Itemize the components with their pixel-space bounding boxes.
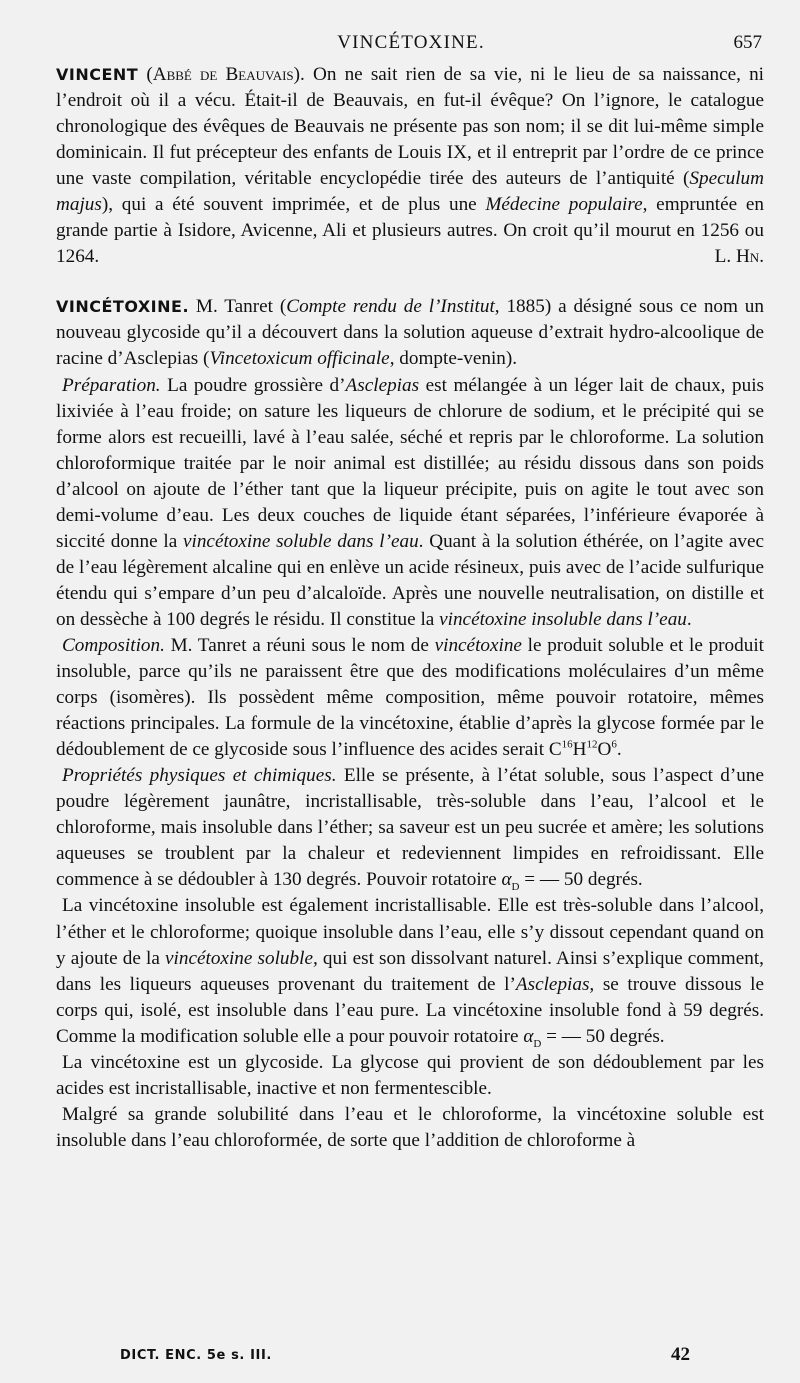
entry-text: se trouve dissous le corps qui, isolé, est insoluble dans l’eau pure. La vincétoxine insoluble fond à 59 degrés. Comme la modification soluble elle a pour pouvoir rotatoire [56,973,764,1047]
sheet-number: 42 [671,1344,690,1365]
entry-text: , empruntée en grande partie à Isidore, Avicenne, Ali et plusieurs autres. On croit qu’il mourut en 1256 ou 1264. [56,194,764,268]
entry-text: Elle se présente, à l’état soluble, sous l’aspect d’une poudre légèrement jaunâtre, incristallisable, très-soluble dans l’eau, l’alcool et le chloroforme, mais insoluble dans l’éther; sa saveur est un peu sucrée et amère; les solutions aqueuses se troublent par la chaleur et redeviennent limpides en refroidissant. Elle commence à se dédoubler à 130 degrés. Pouvoir rotatoire [56,765,764,891]
italic-term: Asclepias, [515,973,595,995]
entry-vincent [56,62,764,270]
italic-title: Compte rendu de l’Institut [286,296,495,318]
entry-text: . [616,739,622,761]
entry-vincetoxine [56,294,764,1154]
italic-title: Médecine populaire [485,194,643,216]
entry-text: On ne sait rien de sa vie, ni le lieu de sa naissance, ni l’endroit où il a vécu. Était-il de Beauvais, en fut-il évêque? On l’ignore, le catalogue chronologique des évêques de Beauvais ne présente pas son nom; il se dit lui-même simple dominicain. Il fut précepteur des enfants de Louis IX, et il entreprit par l’ordre de ce prince une vaste compilation, véritable encyclopédie tirée des auteurs de l’antiquité ( [56,64,764,190]
entry-text: M. Tanret a réuni sous le nom de [164,634,435,656]
entry-text: , 1885) a désigné sous ce nom un nouveau glycoside qu’il a découvert dans la solution aqueuse d’extrait hydro-alcoolique de racine d’Asclepias ( [56,296,764,370]
headword: VINCENT [56,65,139,84]
section-label: Composition. [62,634,165,656]
entry-text: le produit soluble et le produit insoluble, parce qu’ils ne paraissent être que des modifications moléculaires d’un même corps (isomères). Ils possèdent même composition, même pouvoir rotatoire, mêmes réactions principales. La formule de la vincétoxine, établie d’après la glycose formée par le dédoublement de ce glycoside sous l’influence des acides serait C [56,634,764,761]
italic-term: vincétoxine soluble, [165,947,318,969]
headword-qualifier: (Abbé de Beauvais). [146,64,305,85]
entry-text: . Quant à la solution éthérée, on l’agite avec de l’eau légèrement alcaline qui en enlève un acide résineux, puis avec de l’acide sulfurique étendu qui s’empare d’un peu d’alcaloïde. Après une nouvelle neutralisation, on distille et on dessèche à 100 degrés le résidu. Il constitue la [56,530,765,630]
entry-text: M. Tanret ( [195,296,287,318]
entry-text: ), qui a été souvent imprimée, et de plus une [101,194,486,216]
paragraph-glycoside: La vincétoxine est un glycoside. La glycose qui provient de son dédoublement par les acides est incristallisable, inactive et non fermentescible. [56,1051,764,1099]
entry-intro [56,294,764,372]
formula-superscript: 6 [611,738,617,751]
entry-text: La vincétoxine insoluble est également incristallisable. Elle est très-soluble dans l’alcool, l’éther et le chloroforme; quoique insoluble dans l’eau, elle s’y dissout cependant quand on y ajoute de la [56,895,764,969]
section-label: Propriétés physiques et chimiques. [62,765,337,787]
rotation-subscript: D [533,1037,542,1050]
paragraph-chloroform: Malgré sa grande solubilité dans l’eau et le chloroforme, la vincétoxine soluble est insoluble dans l’eau chloroformée, de sorte que l’addition de chloroforme à [56,1103,764,1151]
page-number: 657 [733,32,762,53]
section-composition [56,633,764,763]
formula-superscript: 16 [561,738,573,751]
body-text [56,62,764,1154]
page-header [60,30,762,60]
rotation-subscript: D [511,881,520,894]
paragraph-insoluble [56,893,764,1049]
signature-mark: DICT. ENC. 5e s. III. [120,1348,272,1363]
italic-term: Asclepias [345,374,420,396]
entry-text: La poudre grossière d’ [160,374,346,396]
formula-element: O [597,739,612,761]
entry-text: qui est son dissolvant naturel. Ainsi s’explique comment, dans les liqueurs aqueuses provenant du traitement de l’ [56,947,764,995]
section-label: Préparation. [62,374,161,396]
italic-term: vincétoxine insoluble dans l’eau [439,608,687,630]
formula-element: H [572,739,587,761]
rotation-symbol: α [523,1025,534,1047]
italic-term: vincétoxine [434,634,522,656]
headword: VINCÉTOXINE. [56,297,190,317]
entry-text: , dompte-venin). [389,348,518,370]
section-preparation [56,373,764,633]
italic-title: Speculum majus [56,168,764,216]
italic-term: vincétoxine soluble dans l’eau [182,530,419,552]
entry-text: = — 50 degrés. [519,869,643,891]
page-footer [120,1344,690,1374]
running-head: VINCÉTOXINE. [337,32,485,53]
formula-superscript: 12 [586,738,598,751]
entry-text: est mélangée à un léger lait de chaux, puis lixiviée à l’eau froide; on sature les liqueurs de chlorure de sodium, et le précipité qui se forme alors est recueilli, lavé à l’eau salée, séché et repris par le chloroforme. La solution chloroformique traitée par le noir animal est distillée; au résidu dissous dans son poids d’alcool on ajoute de l’éther tant que la liqueur précipite, puis on agite le tout avec son demi-volume d’eau. Les deux couches de liquide étant séparées, l’inférieure évaporée à siccité donne la [56,374,765,552]
author-signature: L. Hn. [714,246,764,268]
italic-term: Vincetoxicum officinale [209,348,390,370]
section-properties [56,763,764,893]
rotation-symbol: α [501,869,512,891]
entry-paragraph [56,62,764,270]
entry-text: = — 50 degrés. [541,1025,665,1047]
entry-text: . [686,608,692,630]
